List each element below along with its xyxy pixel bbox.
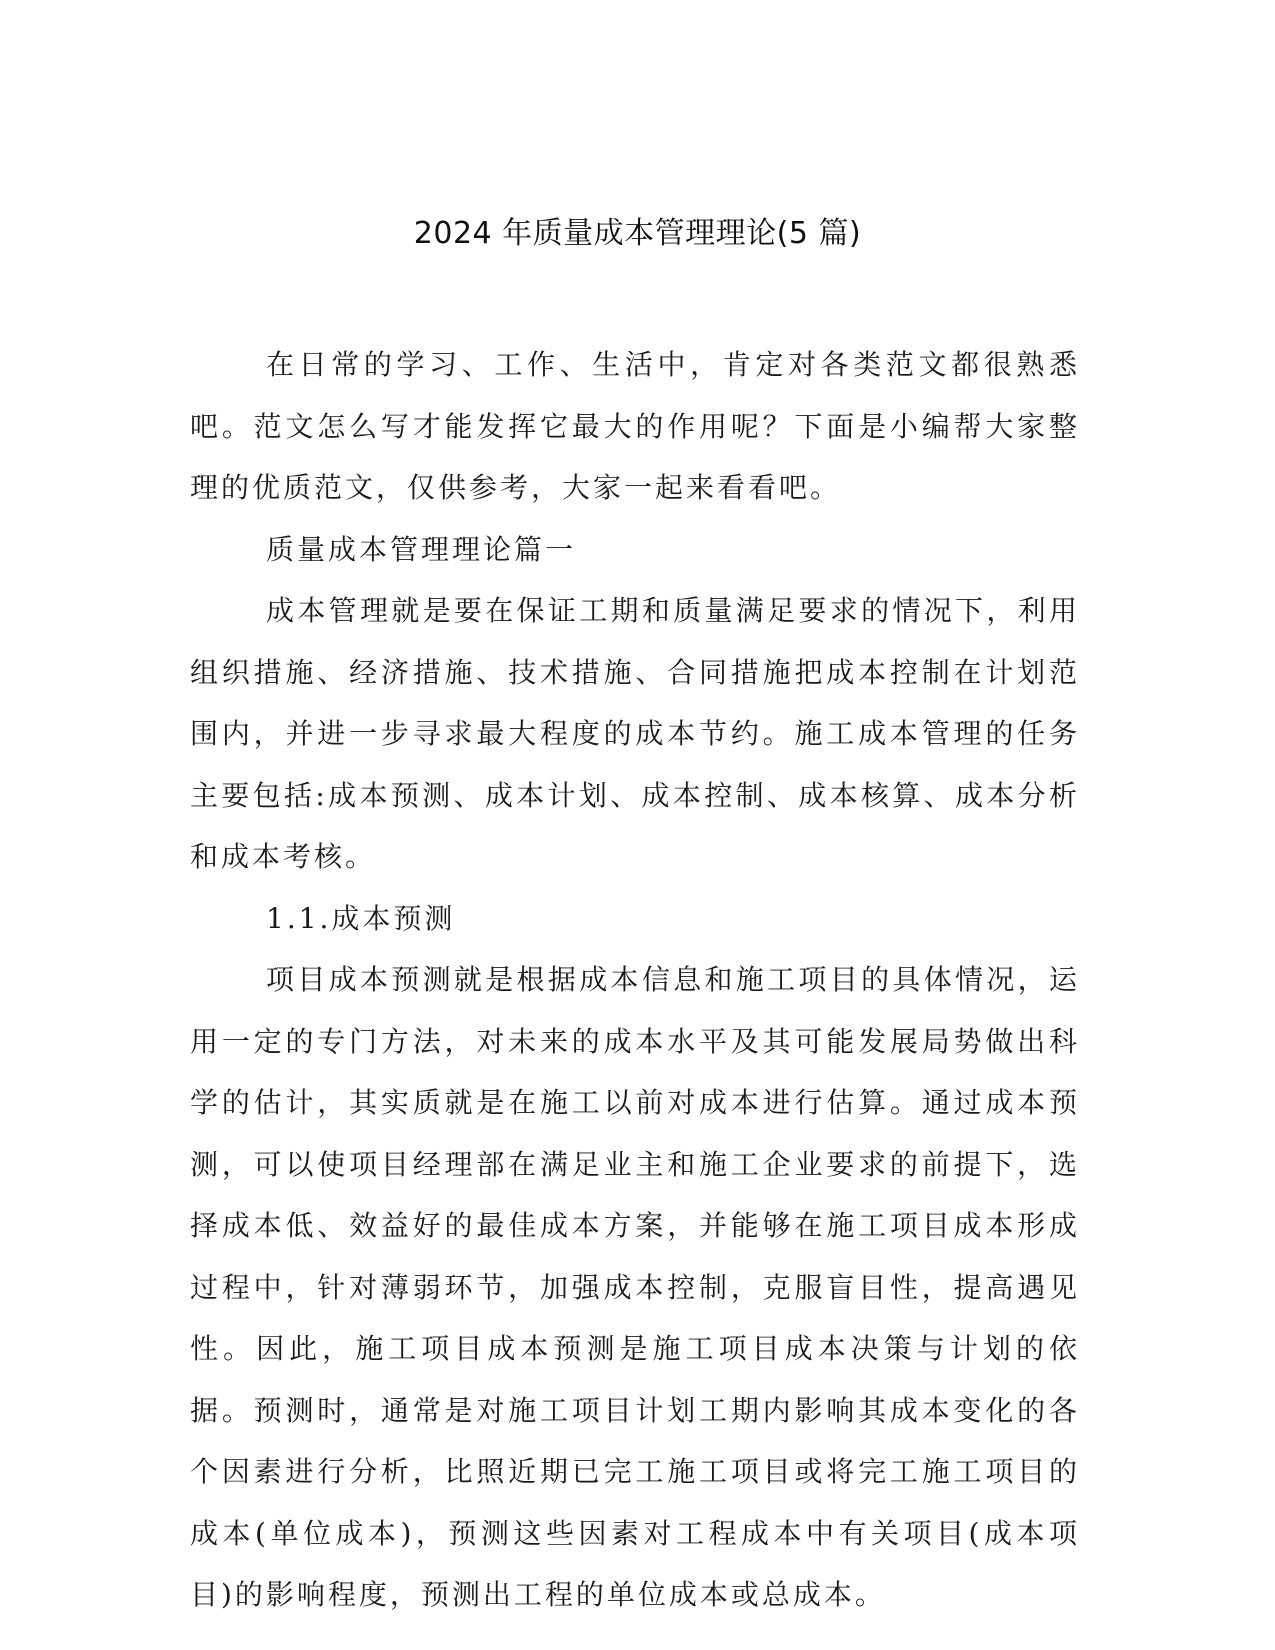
section-heading-part-one: 质量成本管理理论篇一: [266, 532, 577, 566]
document-title: 2024 年质量成本管理理论(5 篇): [413, 216, 862, 251]
subsection-heading-cost-forecast: 1.1.成本预测: [266, 901, 456, 935]
intro-paragraph: 在日常的学习、工作、生活中，肯定对各类范文都很熟悉吧。范文怎么写才能发挥它最大的作用呢？下面是小编帮大家整理的优质范文，仅供参考，大家一起来看看吧。: [190, 348, 1080, 504]
document-body: [190, 334, 1080, 1626]
cost-forecast-paragraph: 项目成本预测就是根据成本信息和施工项目的具体情况，运用一定的专门方法，对未来的成本水平及其可能发展局势做出科学的估计，其实质就是在施工以前对成本进行估算。通过成本预测，可以使项目经理部在满足业主和施工企业要求的前提下，选择成本低、效益好的最佳成本方案，并能够在施工项目成本形成过程中，针对薄弱环节，加强成本控制，克服盲目性，提高遇见性。因此，施工项目成本预测是施工项目成本决策与计划的依据。预测时，通常是对施工项目计划工期内影响其成本变化的各个因素进行分析，比照近期已完工施工项目或将完工施工项目的成本(单位成本)，预测这些因素对工程成本中有关项目(成本项目)的影响程度，预测出工程的单位成本或总成本。: [190, 963, 1080, 1611]
cost-management-paragraph: 成本管理就是要在保证工期和质量满足要求的情况下，利用组织措施、经济措施、技术措施、合同措施把成本控制在计划范围内，并进一步寻求最大程度的成本节约。施工成本管理的任务主要包括:成本预测、成本计划、成本控制、成本核算、成本分析和成本考核。: [190, 594, 1080, 873]
